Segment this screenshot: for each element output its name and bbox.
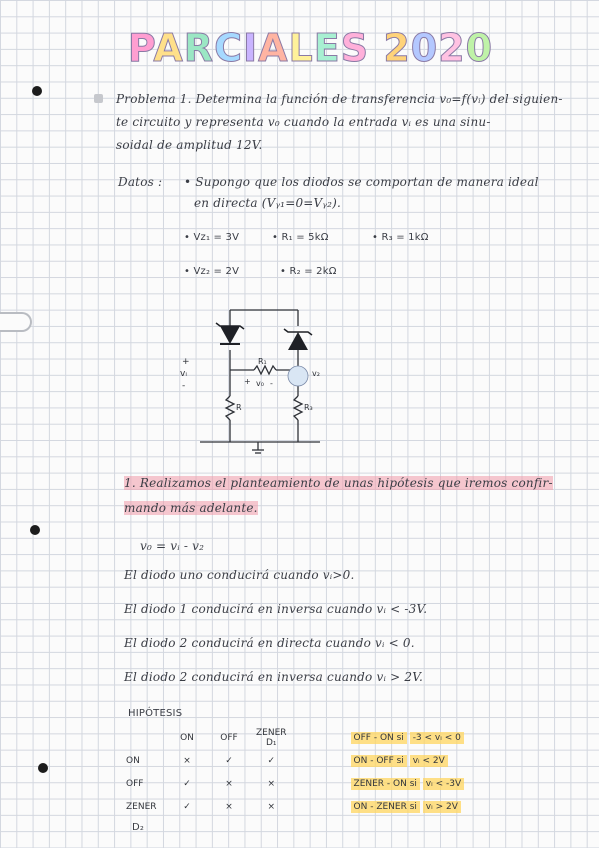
binder-hole — [30, 525, 40, 535]
vi-label: vᵢ — [180, 369, 187, 379]
title-letter: 2 — [383, 26, 411, 70]
datos-r3: • R₃ = 1kΩ — [372, 232, 429, 243]
binder-ring — [0, 312, 32, 332]
statement-1: El diodo uno conducirá cuando vᵢ>0. — [124, 568, 355, 582]
datos-vz1: • Vz₁ = 3V — [184, 232, 240, 243]
row-result: ON - OFF si vᵢ < 2V — [345, 749, 471, 772]
row-result: ZENER - ON si vᵢ < -3V — [345, 772, 471, 795]
header-off: OFF — [220, 732, 238, 743]
cell: ✓ — [267, 755, 276, 766]
title-letter: A — [258, 26, 289, 70]
vi-plus: + — [182, 357, 190, 367]
v2-label: v₂ — [312, 369, 320, 378]
datos-vz2: • Vz₂ = 2V — [184, 266, 240, 277]
vo-plus: + — [244, 377, 251, 386]
header-on: ON — [180, 732, 194, 743]
title-letter: 0 — [410, 26, 439, 70]
row-result: ON - ZENER si vᵢ > 2V — [345, 795, 471, 818]
table-row — [120, 795, 470, 818]
hypotheses-table — [120, 726, 470, 818]
page-title — [128, 26, 493, 70]
title-letter: L — [288, 26, 314, 70]
checkbox-icon — [94, 94, 103, 103]
cell: ✓ — [183, 778, 191, 789]
circuit-diagram — [170, 300, 340, 460]
binder-hole — [38, 763, 48, 773]
table-row — [120, 772, 470, 795]
cell: × — [267, 801, 276, 812]
title-letter: 0 — [465, 26, 494, 70]
hypotheses-title: HIPÓTESIS — [128, 708, 183, 719]
statement-3: El diodo 2 conducirá en directa cuando vᵢ < 0. — [124, 636, 415, 650]
r2-label: R — [236, 403, 242, 412]
vo-label: v₀ — [256, 379, 264, 388]
cell: × — [183, 755, 191, 766]
title-letter: 2 — [438, 26, 466, 70]
step1-line-2: mando más adelante. — [124, 501, 258, 515]
datos-r2: • R₂ = 2kΩ — [280, 266, 337, 277]
problem-line-1: Problema 1. Determina la función de transferencia v₀=f(vᵢ) del siguien- — [116, 92, 563, 106]
equation: v₀ = vᵢ - v₂ — [140, 539, 205, 553]
row-label: ON — [126, 755, 140, 766]
table-row — [120, 749, 470, 772]
title-letter: S — [340, 26, 370, 70]
cell: ✓ — [225, 755, 233, 766]
datos-line-1: • Supongo que los diodos se comportan de manera ideal — [184, 175, 539, 189]
title-letter: C — [214, 26, 243, 70]
title-letter: I — [242, 26, 259, 70]
cell: ✓ — [183, 801, 191, 812]
title-letter — [369, 26, 383, 70]
title-letter: P — [128, 26, 154, 70]
statement-4: El diodo 2 conducirá en inversa cuando vᵢ > 2V. — [124, 670, 423, 684]
cell: × — [225, 801, 233, 812]
datos-r1: • R₁ = 5kΩ — [272, 232, 329, 243]
cell: × — [267, 778, 276, 789]
binder-hole — [32, 86, 42, 96]
title-letter: A — [153, 26, 184, 70]
problem-line-2: te circuito y representa v₀ cuando la entrada vᵢ es una sinu- — [116, 115, 491, 129]
problem-line-3: soidal de amplitud 12V. — [116, 138, 263, 152]
datos-line-2: en directa (Vᵧ₁=0=Vᵧ₂). — [194, 196, 342, 210]
row-label: OFF — [126, 778, 144, 789]
statement-2: El diodo 1 conducirá en inversa cuando vᵢ < -3V. — [124, 602, 428, 616]
title-letter: E — [313, 26, 341, 70]
vi-minus: - — [182, 381, 186, 391]
step1-line-1: 1. Realizamos el planteamiento de unas hipótesis que iremos confir- — [124, 476, 553, 490]
title-letter: R — [183, 26, 215, 70]
vo-minus: - — [270, 379, 273, 388]
r3-label: R₃ — [304, 403, 313, 412]
header-zener: ZENER D₁ — [256, 727, 287, 748]
hypotheses-footer: D₂ — [132, 822, 145, 833]
cell: × — [225, 778, 233, 789]
r1-label: R₁ — [258, 357, 267, 366]
row-label: ZENER — [126, 801, 157, 812]
top-result: OFF - ON si -3 < vᵢ < 0 — [345, 726, 471, 749]
datos-label: Datos : — [118, 175, 163, 189]
